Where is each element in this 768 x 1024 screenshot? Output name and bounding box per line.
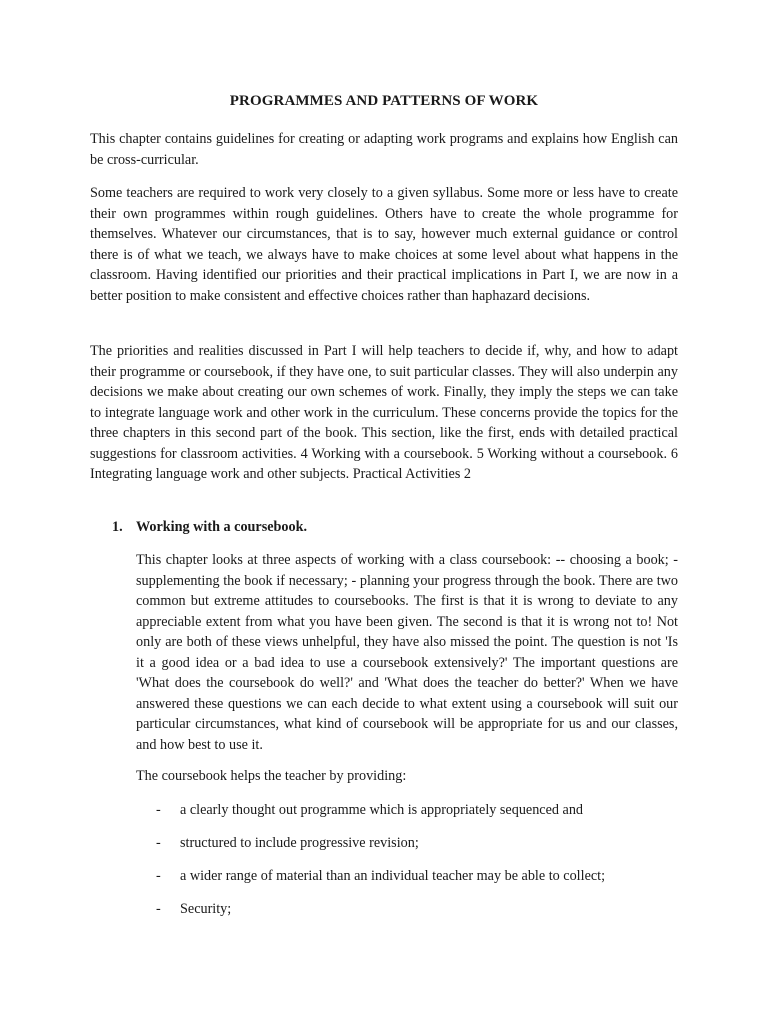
list-item-text: a clearly thought out programme which is appropriately sequenced and	[180, 802, 584, 818]
list-item	[136, 800, 678, 833]
list-item-text: structured to include progressive revision;	[180, 835, 419, 851]
list-item	[136, 866, 678, 899]
section-paragraph-providing: The coursebook helps the teacher by providing:	[136, 768, 407, 784]
list-item-text: Security;	[180, 901, 232, 917]
intro-paragraph: This chapter contains guidelines for creating or adapting work programs and explains how English can be cross-curricular.	[90, 131, 678, 168]
list-item	[136, 899, 678, 932]
bullet-dash: -	[156, 835, 161, 851]
section-heading-text: Working with a coursebook.	[136, 519, 308, 535]
list-item	[136, 833, 678, 866]
bullet-dash: -	[156, 802, 161, 818]
body-paragraph-syllabus: Some teachers are required to work very closely to a given syllabus. Some more or less have to create their own programmes within rough guidelines. Others have to create the whole programme for themselves. Whatever our circumstances, that is to say, however much external guidance or control there is of what we teach, we always have to make choices at some level about what happens in the classroom. Having identified our priorities and their practical implications in Part I, we are now in a better position to make consistent and effective choices rather than haphazard decisions.	[90, 185, 678, 304]
page-title: PROGRAMMES AND PATTERNS OF WORK	[229, 93, 539, 109]
bullet-list	[136, 800, 678, 932]
section-heading	[112, 517, 307, 537]
body-paragraph-priorities: The priorities and realities discussed in Part I will help teachers to decide if, why, and how to adapt their programme or coursebook, if they have one, to suit particular classes. They will also underpin any decisions we make about creating our own schemes of work. Finally, they imply the steps we can take to integrate language work and other work in the curriculum. These concerns provide the topics for the three chapters in this second part of the book. This section, like the first, ends with detailed practical suggestions for classroom activities. 4 Working with a coursebook. 5 Working without a coursebook. 6 Integrating language work and other subjects. Practical Activities 2	[90, 343, 678, 482]
bullet-dash: -	[156, 868, 161, 884]
section-paragraph-aspects: This chapter looks at three aspects of working with a class coursebook: -- choosing a book; - supplementing the book if necessary; - planning your progress through the book. There are two common but extreme attitudes to coursebooks. The first is that it is wrong to deviate to any appreciable extent from what you have been given. The second is that it is wrong not to! Not only are both of these views unhelpful, they have also missed the point. The question is not 'Is it a good idea or a bad idea to use a coursebook extensively?' The important questions are 'What does the coursebook do well?' and 'What does the teacher do better?' When we have answered these questions we can each decide to what extent using a coursebook will suit our particular circumstances, what kind of coursebook will be appropriate for us and our classes, and how best to use it.	[136, 552, 678, 753]
bullet-dash: -	[156, 901, 161, 917]
section-number: 1.	[112, 519, 123, 535]
list-item-text: a wider range of material than an individual teacher may be able to collect;	[180, 868, 606, 884]
